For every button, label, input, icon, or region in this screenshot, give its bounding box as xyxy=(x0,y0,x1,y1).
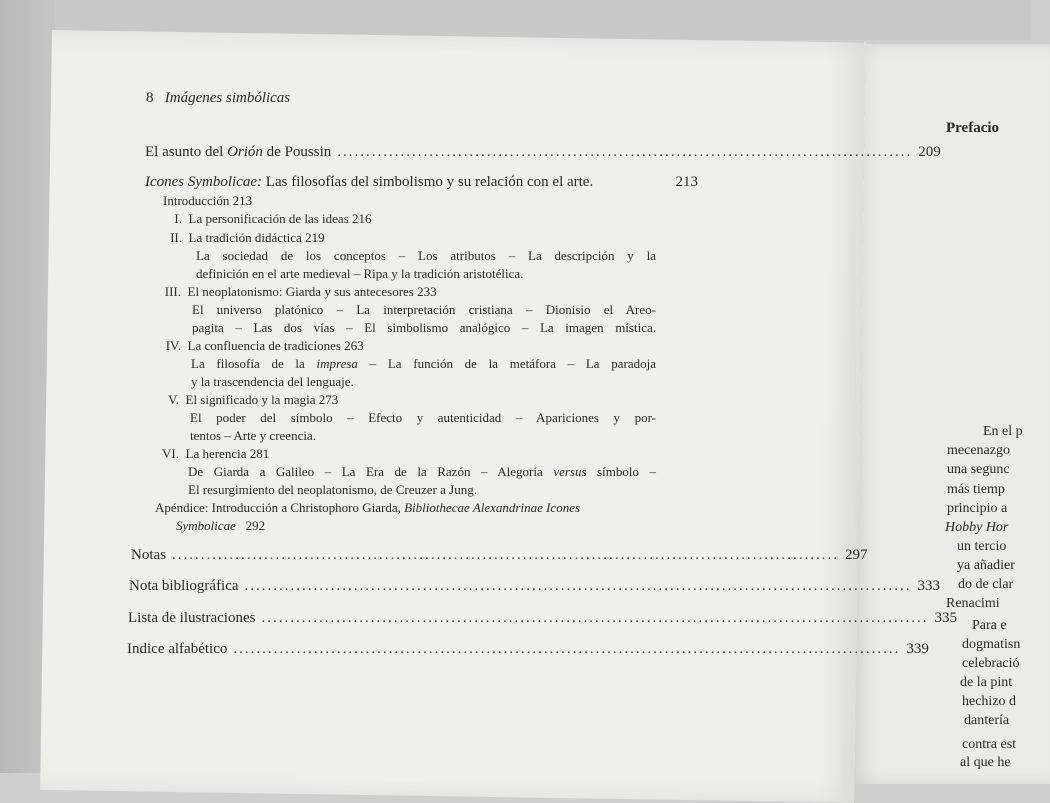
right-page-line: mecenazgo xyxy=(947,443,1010,458)
toc-subline: De Giarda a Galileo – La Era de la Razón – Alegoría versus símbolo – xyxy=(188,464,656,479)
right-page-line: En el p xyxy=(983,424,1023,439)
toc-section-4: IV. La confluencia de tradiciones 263 xyxy=(165,338,364,353)
toc-section-1: I. La personificación de las ideas 216 xyxy=(174,211,372,226)
toc-text: Nota bibliográfica xyxy=(129,578,239,594)
toc-text: El asunto del xyxy=(145,144,228,160)
toc-text: Lista de ilustraciones xyxy=(128,610,256,626)
running-title: Imágenes simbólicas xyxy=(164,90,291,106)
leader-dots: .................................................................................................... xyxy=(337,144,913,160)
right-page-line: Hobby Hor xyxy=(945,520,1009,535)
toc-text: de Poussin xyxy=(262,144,332,160)
toc-intro: Introducción 213 xyxy=(163,193,253,208)
right-page-line: Renacimi xyxy=(946,596,1000,611)
right-page-line: celebració xyxy=(962,656,1020,671)
toc-section-2: II. La tradición didáctica 219 xyxy=(170,230,325,245)
leader-dots: .................................................................................................................... xyxy=(244,578,912,594)
leader-dots: .................................................................................................................... xyxy=(172,547,839,563)
toc-entry-nota-bibliografica[interactable] xyxy=(129,578,941,595)
right-page-line: al que he xyxy=(960,755,1011,770)
toc-apendice-cont: Symbolicae 292 xyxy=(176,518,266,533)
leader-dots: .................................................................................................................... xyxy=(233,641,901,657)
leader-dots: .................................................................................................................... xyxy=(261,610,929,626)
right-page-line: hechizo d xyxy=(962,694,1017,709)
right-page-line: dogmatisn xyxy=(962,637,1021,652)
toc-subline: La filosofía de la impresa – La función de la metáfora – La paradoja xyxy=(191,356,656,371)
toc-text-italic: Icones Symbolicae: xyxy=(145,174,263,190)
toc-entry-notas[interactable] xyxy=(131,547,868,564)
page-ref: 213 xyxy=(675,174,698,190)
toc-section-5: V. El significado y la magia 273 xyxy=(168,392,339,407)
toc-text-italic: Orión xyxy=(227,144,263,160)
right-page-line: contra est xyxy=(962,737,1017,752)
right-page-line: Para e xyxy=(972,618,1007,633)
toc-text: Notas xyxy=(131,547,166,563)
page-ref: 335 xyxy=(934,610,957,626)
toc-subline: definición en el arte medieval – Ripa y la tradición aristotélica. xyxy=(196,266,524,281)
toc-section-6: VI. La herencia 281 xyxy=(162,446,270,461)
running-header xyxy=(146,90,290,107)
toc-subline: La sociedad de los conceptos – Los atributos – La descripción y la xyxy=(196,248,656,263)
right-page-line: una segunc xyxy=(947,462,1010,477)
toc-text: Indice alfabético xyxy=(127,641,228,657)
right-page-line: do de clar xyxy=(958,577,1014,592)
toc-apendice: Apéndice: Introducción a Christophoro Giarda, Bibliothecae Alexandrinae Icones xyxy=(155,500,581,515)
toc-subline: El resurgimiento del neoplatonismo, de Creuzer a Jung. xyxy=(188,482,477,497)
right-page-line: principio a xyxy=(947,501,1008,516)
toc-subline: El universo platónico – La interpretación cristiana – Dionisio el Areo- xyxy=(192,302,656,317)
toc-subline: El poder del símbolo – Efecto y autenticidad – Apariciones y por- xyxy=(190,410,656,425)
toc-entry-icones[interactable] xyxy=(145,174,698,191)
right-page-line: dantería xyxy=(964,713,1010,728)
toc-entry-orion[interactable] xyxy=(145,144,941,161)
page-ref: 209 xyxy=(918,144,941,160)
toc-subline: tentos – Arte y creencia. xyxy=(190,428,316,443)
page-ref: 297 xyxy=(845,547,868,563)
toc-entry-indice-alfabetico[interactable] xyxy=(127,641,929,658)
right-page-line: ya añadier xyxy=(957,558,1015,573)
page-ref: 339 xyxy=(906,641,929,657)
toc-subline: y la trascendencia del lenguaje. xyxy=(191,374,354,389)
toc-subline: pagita – Las dos vías – El simbolismo analógico – La imagen mística. xyxy=(192,320,656,335)
right-page-line: de la pint xyxy=(960,675,1013,690)
page-ref: 333 xyxy=(917,578,941,594)
right-page-title: Prefacio xyxy=(946,120,1000,136)
toc-section-3: III. El neoplatonismo: Giarda y sus antecesores 233 xyxy=(164,284,437,299)
page-number: 8 xyxy=(146,90,154,106)
right-page-line: más tiemp xyxy=(947,482,1005,497)
toc-entry-lista-ilustraciones[interactable] xyxy=(128,610,957,627)
right-page-line: un tercio xyxy=(957,539,1007,554)
toc-text: Las filosofías del simbolismo y su relación con el arte. xyxy=(262,174,594,190)
